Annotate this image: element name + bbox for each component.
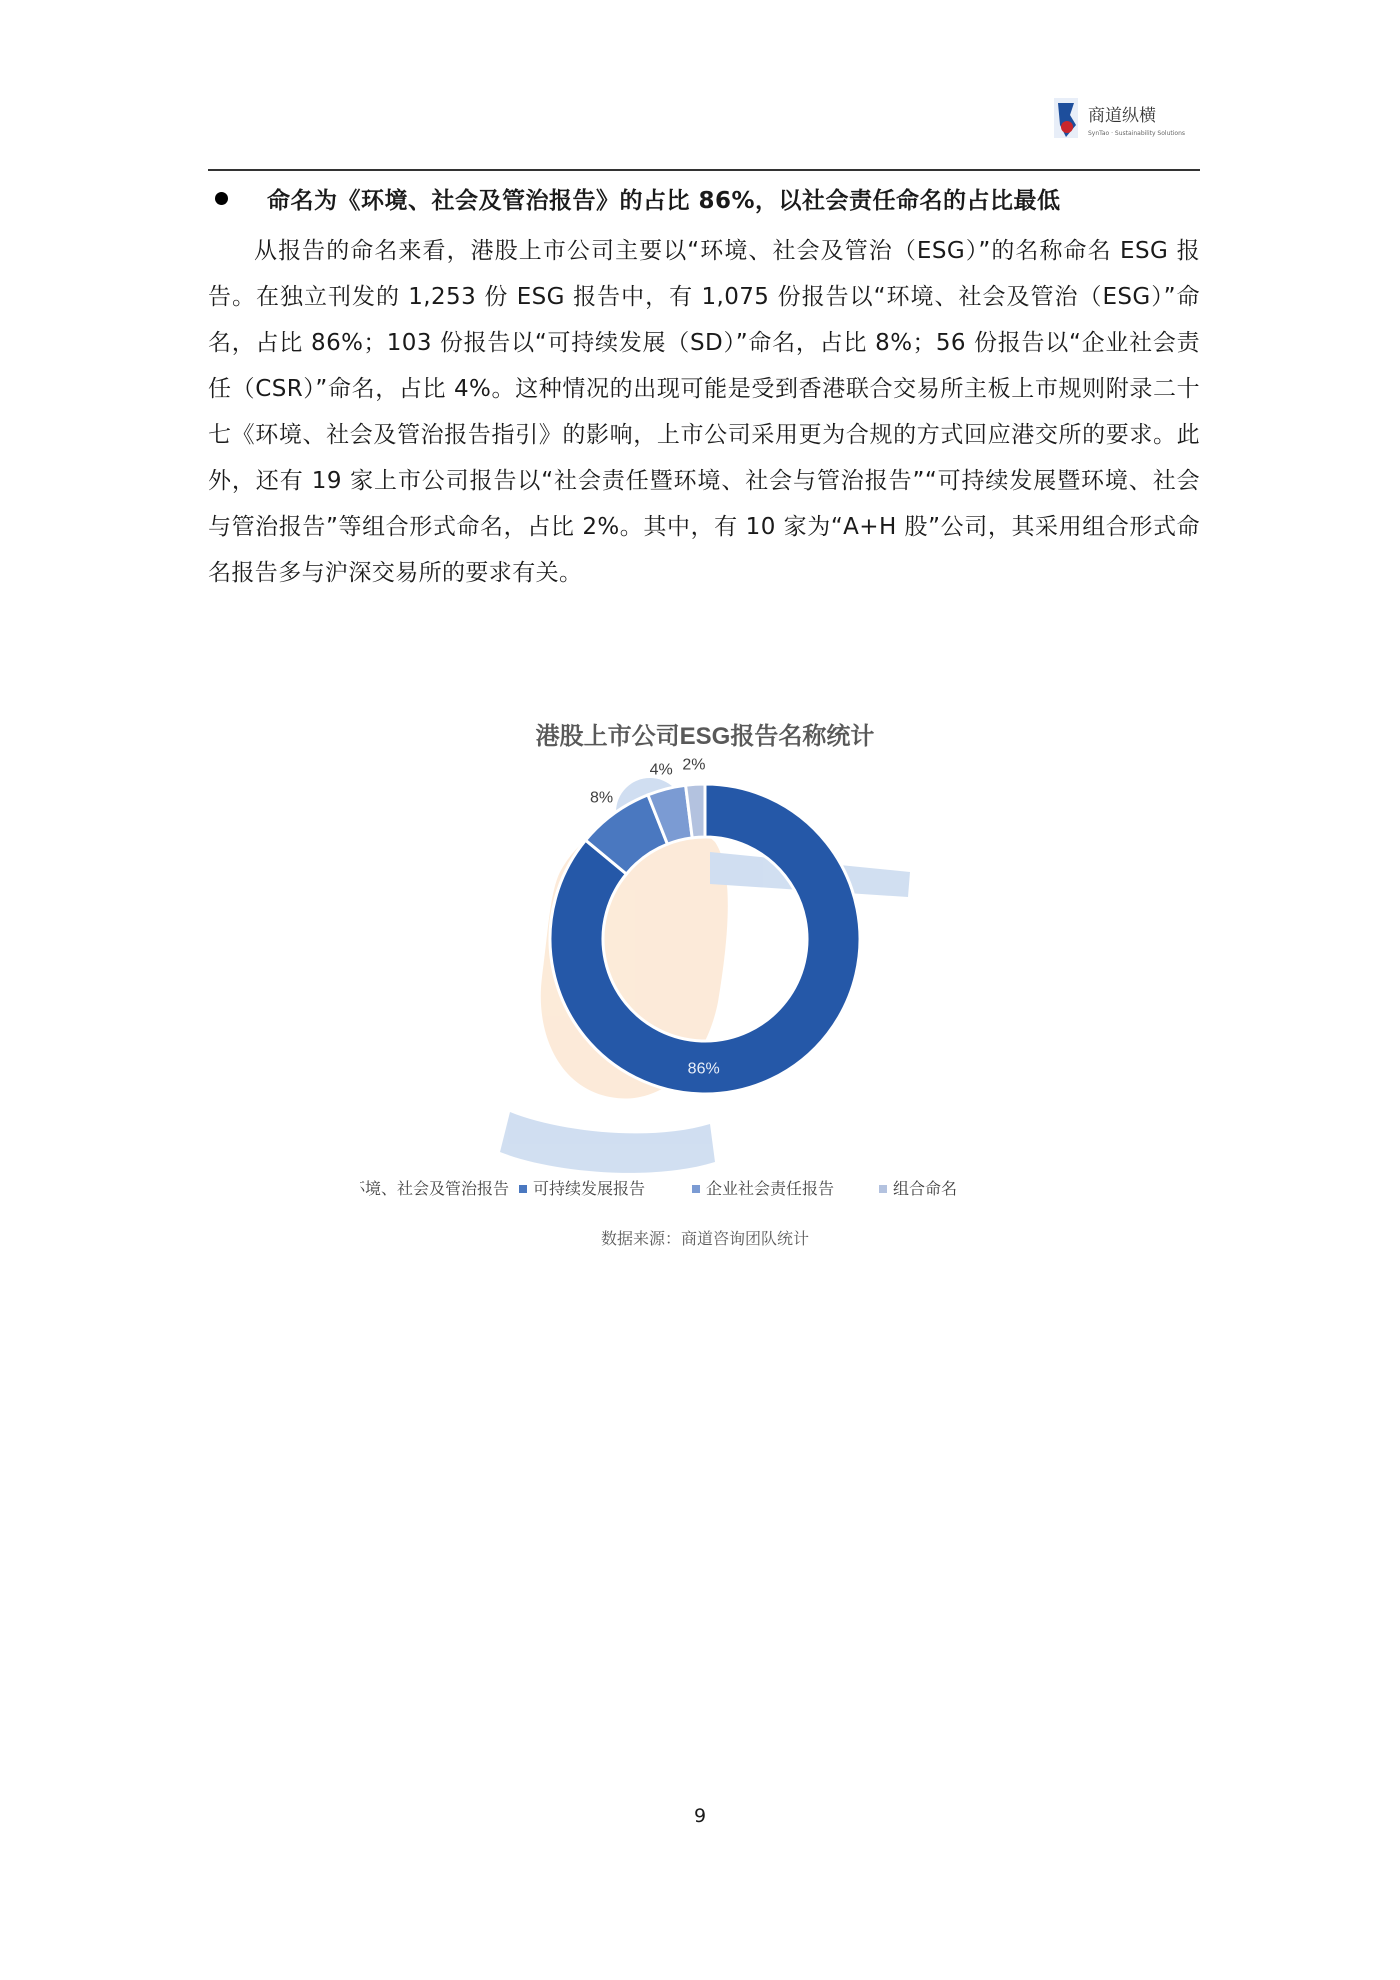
legend-label-3: 企业社会责任报告 — [706, 1181, 835, 1198]
legend-label-4: 组合命名 — [893, 1181, 958, 1198]
legend-label-2: 可持续发展报告 — [533, 1181, 646, 1198]
logo-text: 商道纵横 — [1088, 106, 1156, 126]
donut-chart-svg — [360, 712, 1050, 1272]
chart-title: 港股上市公司ESG报告名称统计 — [535, 723, 875, 750]
slice-label-3: 4% — [649, 761, 673, 779]
slice-label-1: 86% — [687, 1060, 720, 1078]
section-heading — [208, 178, 1200, 218]
header-rule — [208, 169, 1200, 171]
slice-label-4: 2% — [682, 756, 706, 774]
legend-swatch-4 — [879, 1185, 887, 1193]
page-number: 9 — [693, 1805, 707, 1827]
legend-swatch-2 — [519, 1185, 527, 1193]
chart — [360, 712, 1050, 1272]
slice-label-2: 8% — [589, 789, 614, 807]
logo-subtext: SynTao · Sustainability Solutions — [1088, 130, 1186, 137]
legend-label-1: 环境、社会及管治报告 — [360, 1181, 510, 1198]
section-heading-text: 命名为《环境、社会及管治报告》的占比 86%，以社会责任命名的占比最低 — [267, 187, 1061, 214]
chart-source: 数据来源：商道咨询团队统计 — [600, 1231, 810, 1248]
legend-swatch-3 — [692, 1185, 700, 1193]
bullet-icon — [215, 192, 228, 205]
company-logo — [1052, 95, 1207, 145]
body-paragraph: 从报告的命名来看，港股上市公司主要以“环境、社会及管治（ESG）”的名称命名 ESG 报告。在独立刊发的 1,253 份 ESG 报告中，有 1,075 份报告以“环境、社会及管治（ESG）”命名，占比 86%；103 份报告以“可持续发展（SD）”命名，占比 8%；56 份报告以“企业社会责任（CSR）”命名，占比 4%。这种情况的出现可能是受到香港联合交易所主板上市规则附录二十七《环境、社会及管治报告指引》的影响，上市公司采用更为合规的方式回应港交所的要求。此外，还有 19 家上市公司报告以“社会责任暨环境、社会与管治报告”“可持续发展暨环境、社会与管治报告”等组合形式命名，占比 2%。其中，有 10 家为“A+H 股”公司，其采用组合形式命名报告多与沪深交易所的要求有关。 — [208, 238, 1200, 586]
section — [208, 178, 1200, 596]
